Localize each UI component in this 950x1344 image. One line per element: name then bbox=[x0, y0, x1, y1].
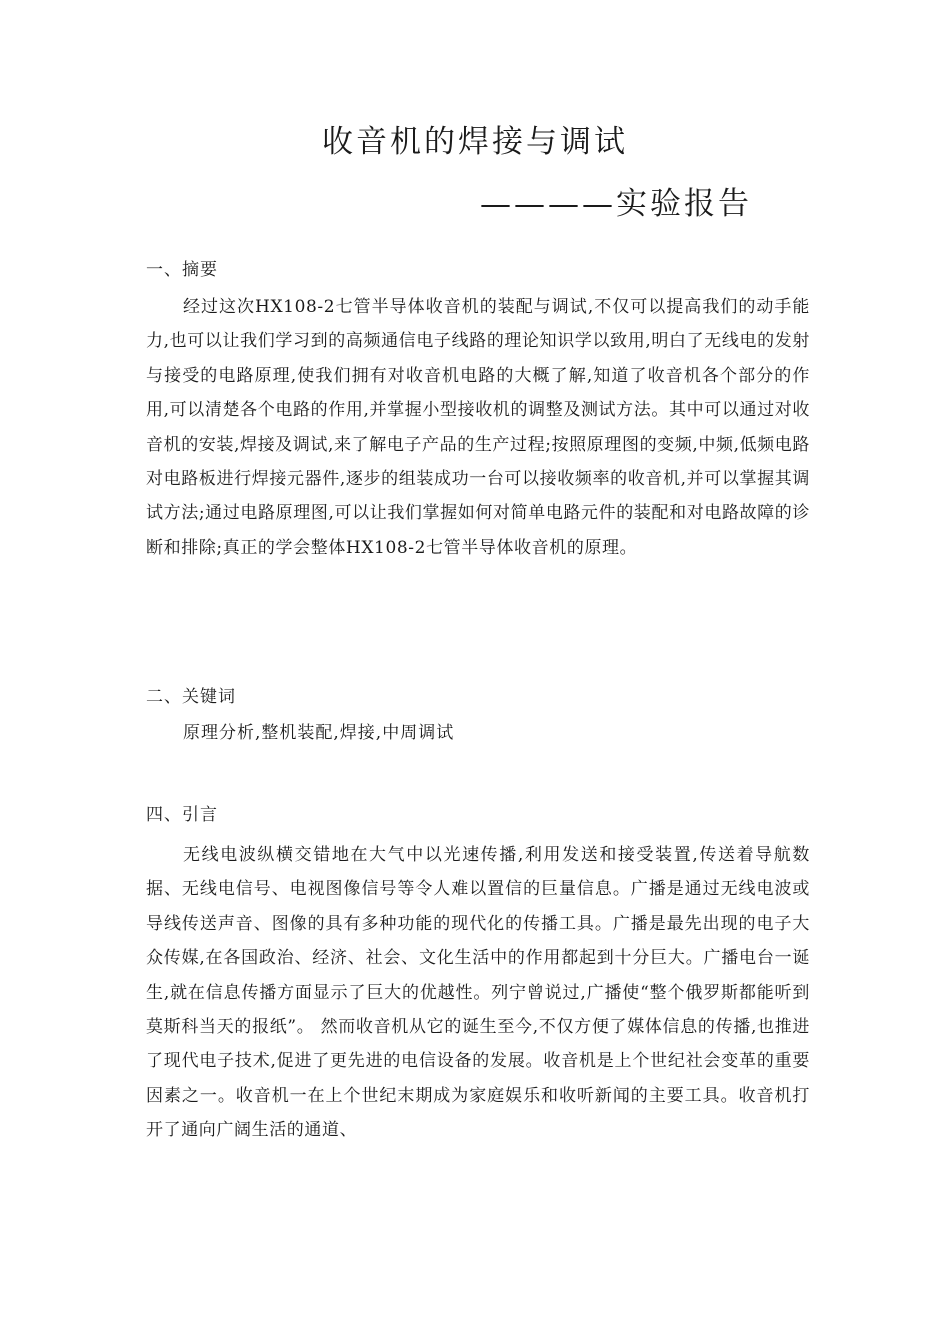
section-heading-keywords: 二、关键词 bbox=[146, 687, 236, 707]
document-subtitle: ————实验报告 bbox=[480, 186, 752, 222]
document-title: 收音机的焊接与调试 bbox=[322, 124, 628, 160]
section-body-introduction: 无线电波纵横交错地在大气中以光速传播,利用发送和接受装置,传送着导航数据、无线电信号、电视图像信号等令人难以置信的巨量信息。广播是通过无线电波或导线传送声音、图像的具有多种功能的现代化的传播工具。广播是最先出现的电子大众传媒,在各国政治、经济、社会、文化生活中的作用都起到十分巨大。广播电台一诞生,就在信息传播方面显示了巨大的优越性。列宁曾说过,广播使“整个俄罗斯都能听到莫斯科当天的报纸”。 然而收音机从它的诞生至今,不仅方便了媒体信息的传播,也推进了现代电子技术,促进了更先进的电信设备的发展。收音机是上个世纪社会变革的重要因素之一。收音机一在上个世纪末期成为家庭娱乐和收听新闻的主要工具。收音机打开了通向广阔生活的通道、 bbox=[146, 845, 810, 1141]
section-heading-abstract: 一、摘要 bbox=[146, 260, 218, 280]
section-heading-introduction: 四、引言 bbox=[146, 805, 218, 825]
section-body-keywords: 原理分析,整机装配,焊接,中周调试 bbox=[183, 723, 455, 743]
section-body-abstract: 经过这次HX108-2七管半导体收音机的装配与调试,不仅可以提高我们的动手能力,也可以让我们学习到的高频通信电子线路的理论知识学以致用,明白了无线电的发射与接受的电路原理,使我们拥有对收音机电路的大概了解,知道了收音机各个部分的作用,可以清楚各个电路的作用,并掌握小型接收机的调整及测试方法。其中可以通过对收音机的安装,焊接及调试,来了解电子产品的生产过程;按照原理图的变频,中频,低频电路对电路板进行焊接元器件,逐步的组装成功一台可以接收频率的收音机,并可以掌握其调试方法;通过电路原理图,可以让我们掌握如何对简单电路元件的装配和对电路故障的诊断和排除;真正的学会整体HX108-2七管半导体收音机的原理。 bbox=[146, 297, 810, 558]
